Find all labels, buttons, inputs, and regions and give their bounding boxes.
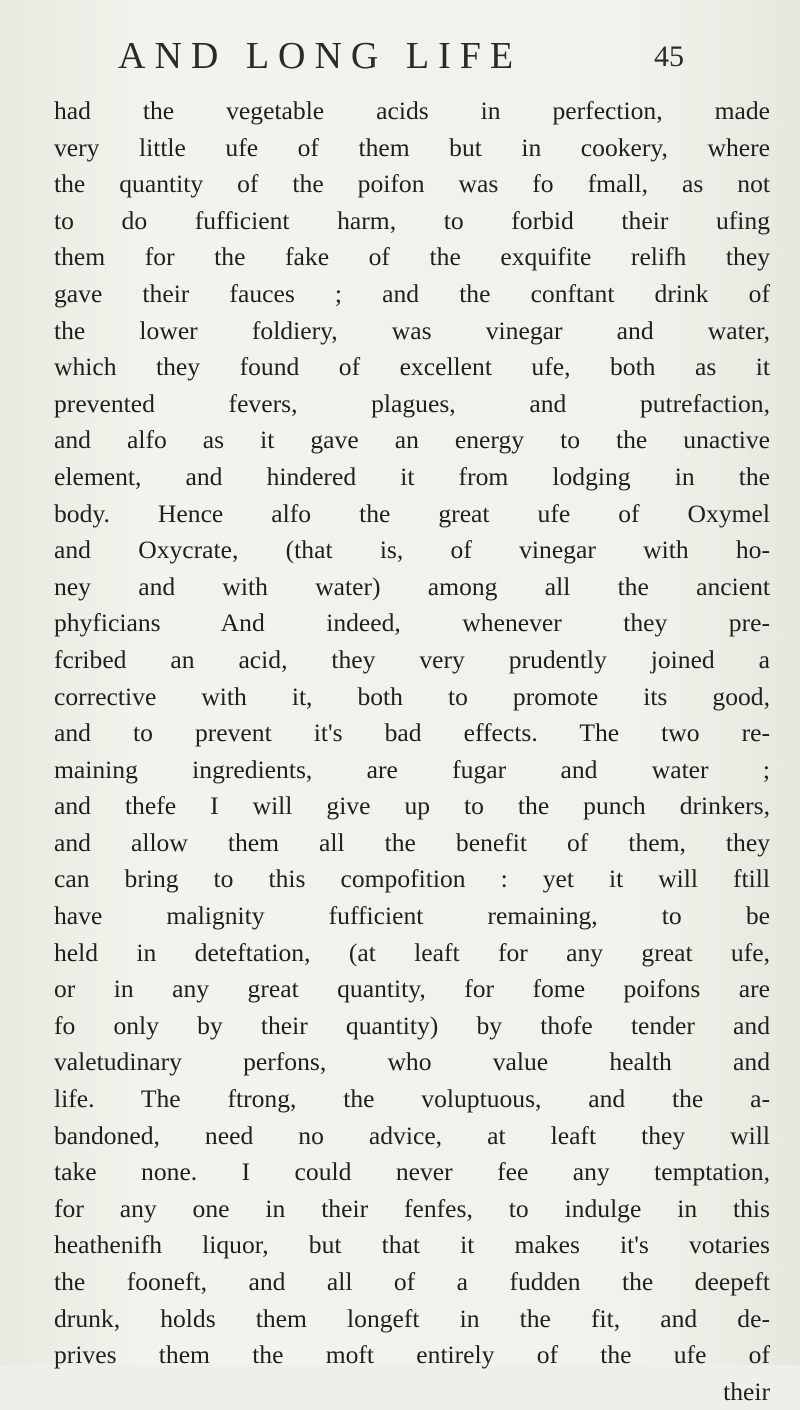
text-line: had the vegetable acids in perfection, made (54, 96, 770, 125)
text-line: and Oxycrate, (that is, of vinegar with ho- (54, 535, 770, 565)
catchword: their (723, 1376, 770, 1406)
text-line: prives them the moft entirely of the ufe of (54, 1340, 770, 1370)
text-line: them for the fake of the exquifite relifh they (54, 242, 770, 272)
text-line: to do fufficient harm, to forbid their ufing (54, 205, 770, 235)
text-line: heathenifh liquor, but that it makes it's votaries (54, 1230, 770, 1260)
text-line: very little ufe of them but in cookery, where (54, 132, 770, 162)
text-line: valetudinary perfons, who value health and (54, 1047, 770, 1077)
text-line: the quantity of the poifon was fo fmall, as not (54, 169, 770, 199)
running-head (118, 34, 684, 84)
text-line: body. Hence alfo the great ufe of Oxymel (54, 498, 770, 528)
text-line: life. The ftrong, the voluptuous, and the a- (54, 1084, 770, 1114)
text-line: drunk, holds them longeft in the fit, and de- (54, 1303, 770, 1333)
body-text (54, 93, 770, 1410)
text-line: have malignity fufficient remaining, to be (54, 901, 770, 931)
text-line: which they found of excellent ufe, both as it (54, 352, 770, 382)
text-line: maining ingredients, are fugar and water ; (54, 754, 770, 784)
text-line: corrective with it, both to promote its good, (54, 681, 770, 711)
text-line: take none. I could never fee any temptation, (54, 1157, 770, 1187)
text-line: can bring to this compofition : yet it will ftill (54, 864, 770, 894)
text-line: held in deteftation, (at leaft for any great ufe, (54, 937, 770, 967)
text-line: the fooneft, and all of a fudden the deepeft (54, 1267, 770, 1296)
text-line: and allow them all the benefit of them, they (54, 827, 770, 857)
text-line: and alfo as it gave an energy to the unactive (54, 425, 770, 455)
text-line: or in any great quantity, for fome poifons are (54, 974, 770, 1004)
running-head-title: AND LONG LIFE (118, 35, 523, 77)
text-line: element, and hindered it from lodging in the (54, 461, 770, 491)
text-line: phyficians And indeed, whenever they pre- (54, 608, 770, 638)
text-line: fcribed an acid, they very prudently joined a (54, 644, 770, 674)
text-line: the lower foldiery, was vinegar and water, (54, 315, 770, 345)
text-line: bandoned, need no advice, at leaft they will (54, 1120, 770, 1150)
text-line: for any one in their fenfes, to indulge in this (54, 1193, 770, 1223)
text-line: and thefe I will give up to the punch drinkers, (54, 791, 770, 821)
text-line: and to prevent it's bad effects. The two re- (54, 718, 770, 748)
text-line: prevented fevers, plagues, and putrefaction, (54, 388, 770, 418)
page-number: 45 (654, 40, 684, 73)
text-line: fo only by their quantity) by thofe tender and (54, 1010, 770, 1040)
text-line: gave their fauces ; and the conftant drink of (54, 278, 770, 308)
text-line: ney and with water) among all the ancient (54, 571, 770, 601)
